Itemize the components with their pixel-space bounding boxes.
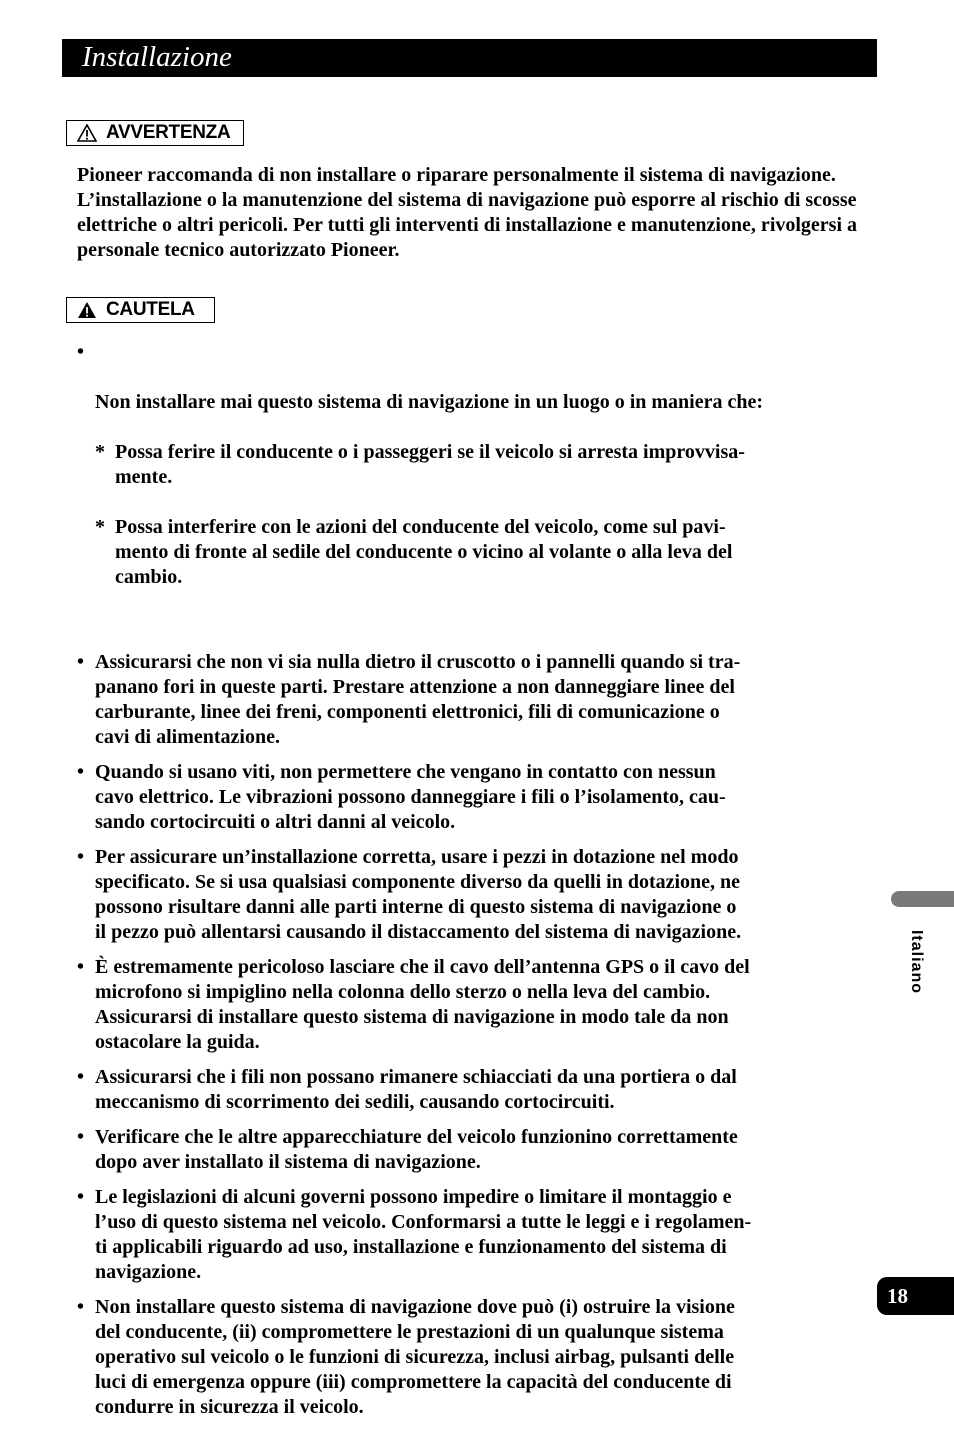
list-item-text: Le legislazioni di alcuni governi possono impedire o limitare il montaggio e l’uso di questo sistema nel veicolo. Conformarsi a tutte le leggi e i regolamen- ti applicabili riguardo ad uso, installazione e funzionamento del sistema di navigazione.	[95, 1186, 752, 1283]
list-item	[77, 1295, 867, 1420]
language-tab	[891, 891, 954, 907]
list-item	[77, 340, 867, 640]
list-item	[77, 1125, 867, 1175]
list-item	[77, 760, 867, 835]
bullet-icon: •	[77, 1066, 85, 1088]
warning-label	[66, 120, 244, 146]
asterisk-icon: *	[95, 441, 105, 463]
warning-outline-icon	[77, 124, 97, 142]
list-item	[77, 650, 867, 750]
bullet-icon: •	[77, 341, 85, 363]
list-item-text: Non installare mai questo sistema di navigazione in un luogo o in maniera che:	[95, 391, 764, 413]
list-item-text: Assicurarsi che non vi sia nulla dietro il cruscotto o i pannelli quando si tra- panano fori in queste parti. Prestare attenzione a non danneggiare linee del carburante, linee dei freni, componenti elettronici, fili di comunicazione o cavi di alimentazione.	[95, 651, 741, 748]
sub-list-item	[95, 440, 867, 490]
list-item-text: Assicurarsi che i fili non possano rimanere schiacciati da una portiera o dal meccanismo di scorrimento dei sedili, causando cortocircuiti.	[95, 1066, 737, 1113]
list-item	[77, 955, 867, 1055]
list-item-text: Non installare questo sistema di navigazione dove può (i) ostruire la visione del conducente, (ii) compromettere le prestazioni di un qualunque sistema operativo sul veicolo o le funzioni di sicurezza, inclusi airbag, pulsanti delle luci di emergenza oppure (iii) compromettere la capacità del conducente di condurre in sicurezza il veicolo.	[95, 1296, 735, 1418]
asterisk-icon: *	[95, 516, 105, 538]
list-item-text: È estremamente pericoloso lasciare che il cavo dell’antenna GPS o il cavo del microfono si impiglino nella colonna dello sterzo o nella leva del cambio. Assicurarsi di installare questo sistema di navigazione in modo tale da non ostacolare la guida.	[95, 956, 750, 1053]
warning-label-text: AVVERTENZA	[106, 122, 231, 143]
list-item	[77, 845, 867, 945]
caution-filled-icon	[77, 301, 97, 319]
list-item	[77, 1185, 867, 1285]
caution-label	[66, 297, 215, 323]
list-item-text: Quando si usano viti, non permettere che vengano in contatto con nessun cavo elettrico. Le vibrazioni possono danneggiare i fili o l’isolamento, cau- sando cortocircuiti o altri danni al veicolo.	[95, 761, 726, 833]
bullet-icon: •	[77, 1186, 85, 1208]
sub-list-item-text: Possa ferire il conducente o i passeggeri se il veicolo si arresta improvvisa- mente.	[115, 441, 745, 488]
caution-label-text: CAUTELA	[106, 299, 195, 320]
language-label: Italiano	[908, 929, 925, 994]
bullet-icon: •	[77, 651, 85, 673]
bullet-icon: •	[77, 846, 85, 868]
warning-paragraph: Pioneer raccomanda di non installare o riparare personalmente il sistema di navigazione. L’installazione o la manutenzione del sistema di navigazione può esporre al rischio di scosse elettriche o altri pericoli. Per tutti gli interventi di installazione e manutenzione, rivolgersi a personale tecnico autorizzato Pioneer.	[77, 164, 858, 261]
bullet-icon: •	[77, 956, 85, 978]
list-item-text: Verificare che le altre apparecchiature del veicolo funzionino correttamente dopo aver installato il sistema di navigazione.	[95, 1126, 738, 1173]
caution-list	[77, 340, 867, 1430]
list-item-text: Per assicurare un’installazione corretta, usare i pezzi in dotazione nel modo specificato. Se si usa qualsiasi componente diverso da quelli in dotazione, ne possono risultare danni alle parti interne di questo sistema di navigazione o il pezzo può allentarsi causando il distaccamento del sistema di navigazione.	[95, 846, 742, 943]
sub-list-item	[95, 515, 867, 590]
sub-list-item-text: Possa interferire con le azioni del conducente del veicolo, come sul pavi- mento di fronte al sedile del conducente o vicino al volante o alla leva del cambio.	[115, 516, 733, 588]
bullet-icon: •	[77, 1296, 85, 1318]
list-item	[77, 1065, 867, 1115]
page-number: 18	[887, 1284, 908, 1308]
bullet-icon: •	[77, 1126, 85, 1148]
sub-list	[95, 415, 867, 615]
page-title: Installazione	[82, 41, 232, 73]
section-title-bar	[62, 39, 877, 77]
page-number-tab	[877, 1277, 954, 1315]
bullet-icon: •	[77, 761, 85, 783]
